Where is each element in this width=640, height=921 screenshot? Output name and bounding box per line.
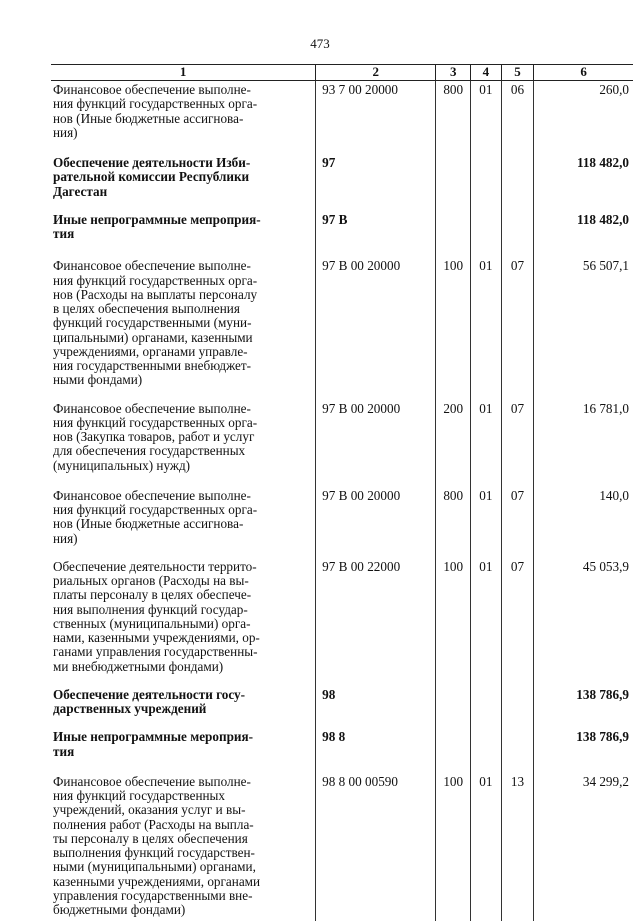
row-name-line: рательной комиссии Республики bbox=[53, 169, 250, 185]
row-name-line: нами, казенными учреждениями, ор- bbox=[53, 630, 260, 646]
row-col3-cell: 100 bbox=[436, 257, 471, 399]
row-code-cell: 98 bbox=[316, 686, 436, 729]
row-name-line: ния) bbox=[53, 530, 78, 546]
row-name-line: функций государственными (муни- bbox=[53, 315, 252, 331]
row-name-line: нов (Закупка товаров, работ и услуг bbox=[53, 429, 255, 445]
header-col-3: 3 bbox=[436, 65, 471, 81]
row-name-line: ния функций государственных орга- bbox=[53, 414, 258, 430]
row-name-line: Иные непрограммные мероприя- bbox=[53, 729, 254, 745]
row-name-line: учреждениями, органами управле- bbox=[53, 343, 248, 359]
row-name-line: ния государственными внебюджет- bbox=[53, 358, 252, 374]
table-row bbox=[51, 686, 633, 729]
row-col3-cell: 100 bbox=[436, 773, 471, 921]
row-name-line: нов (Иные бюджетные ассигнова- bbox=[53, 516, 244, 532]
row-name-line: (муниципальных) нужд) bbox=[53, 457, 191, 473]
row-name-line: нов (Расходы на выплаты персоналу bbox=[53, 286, 258, 302]
row-name-cell bbox=[51, 686, 316, 729]
row-name-line: Обеспечение деятельности Изби- bbox=[53, 155, 251, 171]
row-name-line: ния функций государственных орга- bbox=[53, 272, 258, 288]
row-col3-cell: 800 bbox=[436, 81, 471, 155]
table-row bbox=[51, 400, 633, 487]
row-code-cell: 98 8 00 00590 bbox=[316, 773, 436, 921]
row-col4-cell: 01 bbox=[471, 487, 502, 558]
row-amount-cell: 56 507,1 bbox=[534, 257, 633, 399]
row-name-cell bbox=[51, 400, 316, 487]
row-code-cell: 98 8 bbox=[316, 728, 436, 773]
row-name-line: управления государственными вне- bbox=[53, 887, 253, 903]
row-amount-cell: 140,0 bbox=[534, 487, 633, 558]
row-amount-cell: 138 786,9 bbox=[534, 728, 633, 773]
row-name-cell bbox=[51, 728, 316, 773]
row-amount-cell: 118 482,0 bbox=[534, 211, 633, 258]
row-col4-cell bbox=[471, 686, 502, 729]
row-code-cell: 97 В bbox=[316, 211, 436, 258]
row-name-cell bbox=[51, 487, 316, 558]
row-name-line: Обеспечение деятельности госу- bbox=[53, 686, 246, 702]
row-col4-cell: 01 bbox=[471, 400, 502, 487]
row-name-line: в целях обеспечения выполнения bbox=[53, 301, 240, 317]
row-name-line: казенными учреждениями, органами bbox=[53, 873, 261, 889]
row-code-cell: 93 7 00 20000 bbox=[316, 81, 436, 155]
row-name-line: дарственных учреждений bbox=[53, 701, 207, 717]
row-amount-cell: 138 786,9 bbox=[534, 686, 633, 729]
row-name-line: Иные непрограммные мепроприя- bbox=[53, 211, 261, 227]
row-code-cell: 97 bbox=[316, 154, 436, 211]
row-code-cell: 97 В 00 20000 bbox=[316, 487, 436, 558]
row-name-line: ния выполнения функций государ- bbox=[53, 601, 248, 617]
row-col5-cell bbox=[501, 728, 534, 773]
row-amount-cell: 45 053,9 bbox=[534, 558, 633, 686]
row-name-line: ганами управления государственны- bbox=[53, 644, 258, 660]
table-row bbox=[51, 773, 633, 921]
row-amount-cell: 118 482,0 bbox=[534, 154, 633, 211]
row-name-line: ципальными) органами, казенными bbox=[53, 329, 253, 345]
row-col4-cell bbox=[471, 728, 502, 773]
header-col-1: 1 bbox=[51, 65, 316, 81]
row-col4-cell: 01 bbox=[471, 773, 502, 921]
row-name-line: Финансовое обеспечение выполне- bbox=[53, 487, 251, 503]
row-name-line: риальных органов (Расходы на вы- bbox=[53, 573, 249, 589]
table-row bbox=[51, 154, 633, 211]
header-row bbox=[51, 65, 633, 81]
table-row bbox=[51, 211, 633, 258]
row-col3-cell: 800 bbox=[436, 487, 471, 558]
row-name-line: выполнения функций государствен- bbox=[53, 845, 255, 861]
row-name-line: ми внебюджетными фондами) bbox=[53, 658, 224, 674]
row-col4-cell bbox=[471, 211, 502, 258]
row-col5-cell: 07 bbox=[501, 257, 534, 399]
row-name-line: тия bbox=[53, 226, 75, 242]
row-name-line: Финансовое обеспечение выполне- bbox=[53, 258, 251, 274]
row-name-cell bbox=[51, 154, 316, 211]
row-col3-cell bbox=[436, 686, 471, 729]
table-row bbox=[51, 487, 633, 558]
row-name-line: полнения работ (Расходы на выпла- bbox=[53, 816, 254, 832]
row-col3-cell bbox=[436, 211, 471, 258]
table-row bbox=[51, 558, 633, 686]
row-name-cell bbox=[51, 257, 316, 399]
row-amount-cell: 34 299,2 bbox=[534, 773, 633, 921]
table-row bbox=[51, 257, 633, 399]
row-col5-cell: 06 bbox=[501, 81, 534, 155]
row-col4-cell bbox=[471, 154, 502, 211]
row-name-line: нов (Иные бюджетные ассигнова- bbox=[53, 110, 244, 126]
row-name-line: бюджетными фондами) bbox=[53, 902, 186, 918]
row-name-line: тия bbox=[53, 743, 75, 759]
table-row bbox=[51, 81, 633, 155]
row-col5-cell bbox=[501, 211, 534, 258]
row-name-cell bbox=[51, 211, 316, 258]
row-name-line: ственных (муниципальными) орга- bbox=[53, 615, 251, 631]
row-amount-cell: 260,0 bbox=[534, 81, 633, 155]
row-col5-cell bbox=[501, 154, 534, 211]
row-name-line: Обеспечение деятельности террито- bbox=[53, 558, 257, 574]
header-col-6: 6 bbox=[534, 65, 633, 81]
row-col3-cell: 100 bbox=[436, 558, 471, 686]
row-code-cell: 97 В 00 20000 bbox=[316, 400, 436, 487]
row-name-cell bbox=[51, 773, 316, 921]
header-col-2: 2 bbox=[316, 65, 436, 81]
row-col3-cell: 200 bbox=[436, 400, 471, 487]
row-name-line: Финансовое обеспечение выполне- bbox=[53, 400, 251, 416]
row-name-line: Дагестан bbox=[53, 183, 108, 199]
row-col5-cell bbox=[501, 686, 534, 729]
table-row bbox=[51, 728, 633, 773]
row-name-line: ными фондами) bbox=[53, 372, 143, 388]
row-col5-cell: 07 bbox=[501, 400, 534, 487]
row-amount-cell: 16 781,0 bbox=[534, 400, 633, 487]
row-name-line: учреждений, оказания услуг и вы- bbox=[53, 802, 246, 818]
row-code-cell: 97 В 00 22000 bbox=[316, 558, 436, 686]
row-name-line: ния функций государственных орга- bbox=[53, 502, 258, 518]
header-col-4: 4 bbox=[471, 65, 502, 81]
page-number: 473 bbox=[310, 36, 330, 51]
row-col4-cell: 01 bbox=[471, 257, 502, 399]
row-code-cell: 97 В 00 20000 bbox=[316, 257, 436, 399]
row-name-line: ты персоналу в целях обеспечения bbox=[53, 830, 248, 846]
row-col5-cell: 07 bbox=[501, 487, 534, 558]
row-col4-cell: 01 bbox=[471, 558, 502, 686]
row-name-line: ния) bbox=[53, 124, 78, 140]
row-name-line: ния функций государственных bbox=[53, 788, 226, 804]
row-name-cell bbox=[51, 558, 316, 686]
header-col-5: 5 bbox=[501, 65, 534, 81]
row-col3-cell bbox=[436, 154, 471, 211]
row-name-cell bbox=[51, 81, 316, 155]
row-name-line: платы персоналу в целях обеспече- bbox=[53, 587, 252, 603]
row-name-line: Финансовое обеспечение выполне- bbox=[53, 773, 251, 789]
row-col5-cell: 13 bbox=[501, 773, 534, 921]
table-body bbox=[51, 81, 633, 921]
row-col4-cell: 01 bbox=[471, 81, 502, 155]
row-col3-cell bbox=[436, 728, 471, 773]
row-name-line: для обеспечения государственных bbox=[53, 443, 246, 459]
row-col5-cell: 07 bbox=[501, 558, 534, 686]
row-name-line: Финансовое обеспечение выполне- bbox=[53, 82, 251, 98]
budget-table bbox=[51, 64, 633, 921]
row-name-line: ными (муниципальными) органами, bbox=[53, 859, 256, 875]
row-name-line: ния функций государственных орга- bbox=[53, 96, 258, 112]
